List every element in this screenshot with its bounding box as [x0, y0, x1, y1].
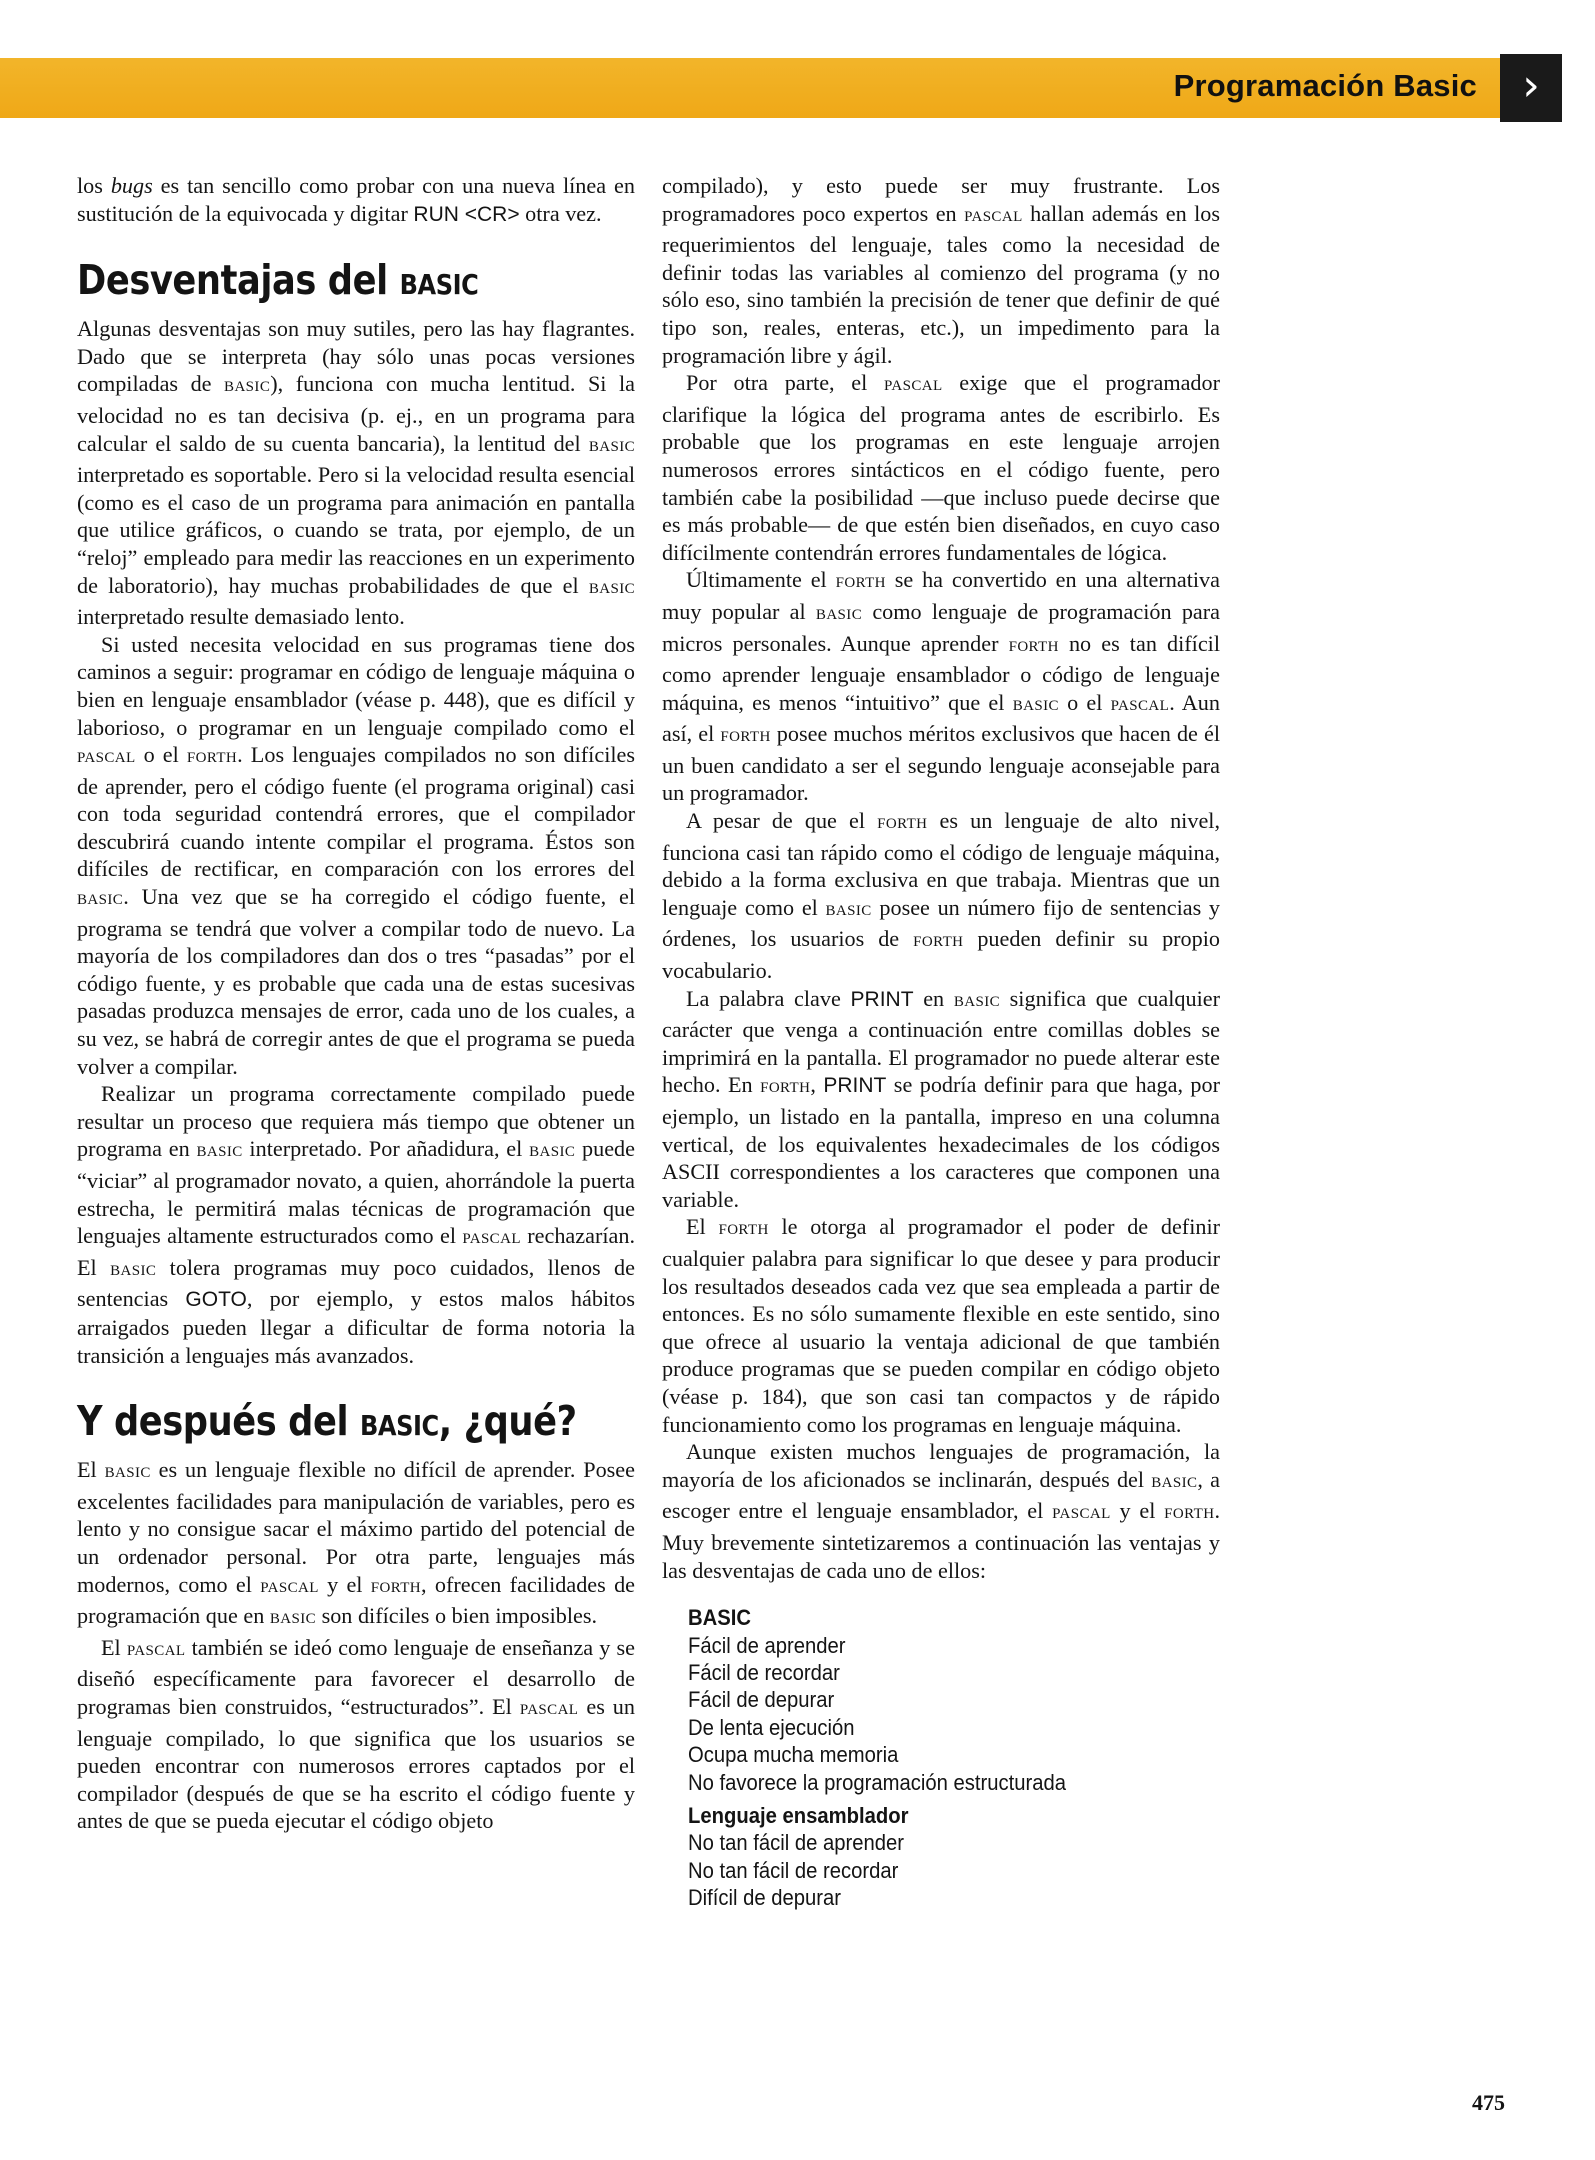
paragraph: Si usted necesita velocidad en sus programas tiene dos caminos a seguir: programar en código de lenguaje máquina o bien en lenguaje ensamblador (véase p. 448), que es difícil y laborioso, o programar en un lenguaje compilado como el PASCAL o el FORTH. Los lenguajes compilados no son difíciles de aprender, pero el código fuente (el programa original) casi con toda seguridad contendrá errores, que el compilador descubrirá cuando intente compilar el programa. Éstos son difíciles de rectificar, en comparación con los errores del BASIC. Una vez que se ha corregido el código fuente, el programa se tendrá que volver a compilar todo de nuevo. La mayoría de los compiladores dan dos o tres “pasadas” por el código fuente, y es probable que cada una de estas sucesivas pasadas produzca mensajes de error, cada uno de los cuales, a su vez, se habrá de corregir antes de que el programa se pueda volver a compilar.	[77, 631, 636, 1079]
paragraph: El BASIC es un lenguaje flexible no difícil de aprender. Posee excelentes facilidades para manipulación de variables, pero es lento y no consigue sacar el máximo partido del potencial de un ordenador personal. Por otra parte, lenguajes más modernos, como el PASCAL y el FORTH, ofrecen facilidades de programación que en BASIC son difíciles o bien imposibles.	[77, 1457, 636, 1629]
section-title: Programación Basic	[1173, 68, 1477, 103]
list-item: Difícil de depurar	[688, 1885, 842, 1911]
heading-desventajas: Desventajas del BASIC	[77, 256, 479, 305]
heading-despues-del-basic: Y después del BASIC, ¿qué?	[77, 1397, 577, 1446]
left-column	[77, 172, 635, 1835]
list-item: No tan fácil de recordar	[688, 1857, 899, 1883]
list-item: Fácil de recordar	[688, 1659, 840, 1685]
paragraph: Últimamente el FORTH se ha convertido en una alternativa muy popular al BASIC como lenguaje de programación para micros personales. Aunque aprender FORTH no es tan difícil como aprender lenguaje ensamblador o código de lenguaje máquina, es menos “intuitivo” que el BASIC o el PASCAL. Aun así, el FORTH posee muchos méritos exclusivos que hacen de él un buen candidato a ser el segundo lenguaje aconsejable para un programador.	[662, 567, 1221, 806]
right-column	[662, 172, 1220, 1912]
next-arrow-icon[interactable]: ›	[1500, 54, 1562, 122]
paragraph: El FORTH le otorga al programador el poder de definir cualquier palabra para significar lo que desee y para producir los resultados deseados cada vez que sea empleada a partir de entonces. Es no sólo sumamente flexible en este sentido, sino que ofrece al usuario la ventaja adicional de que también produce programas que se pueden compilar en código objeto (véase p. 184), que son casi tan compactos y de rápido funcionamiento como los programas en lenguaje máquina.	[662, 1214, 1221, 1437]
list-item: Fácil de aprender	[688, 1632, 846, 1658]
paragraph: Aunque existen muchos lenguajes de programación, la mayoría de los aficionados se inclinarán, después del BASIC, a escoger entre el lenguaje ensamblador, el PASCAL y el FORTH. Muy brevemente sintetizaremos a continuación las ventajas y las desventajas de cada uno de ellos:	[662, 1439, 1220, 1583]
paragraph: compilado), y esto puede ser muy frustrante. Los programadores poco expertos en PASCAL hallan además en los requerimientos del lenguaje, tales como la necesidad de definir todas las variables al comienzo del programa (y no sólo eso, sino también la precisión de tener que definir de qué tipo son, reales, enteras, etc.), un impedimento para la programación libre y ágil.	[662, 173, 1220, 368]
list-heading-basic: BASIC	[688, 1605, 751, 1631]
paragraph: La palabra clave PRINT en BASIC significa que cualquier carácter que venga a continuación entre comillas dobles se imprimirá en la pantalla. El programador no puede alterar este hecho. En FORTH, PRINT se podría definir para que haga, por ejemplo, un listado en la pantalla, impreso en una columna vertical, de los equivalentes hexadecimales de los códigos ASCII correspondientes a los caracteres que componen una variable.	[662, 985, 1221, 1212]
list-item: Ocupa mucha memoria	[688, 1742, 899, 1768]
paragraph: Algunas desventajas son muy sutiles, pero las hay flagrantes. Dado que se interpreta (hay sólo unas pocas versiones compiladas de BASIC), funciona con mucha lentitud. Si la velocidad no es tan decisiva (p. ej., en un programa para calcular el saldo de su cuenta bancaria), la lentitud del BASIC interpretado es soportable. Pero si la velocidad resulta esencial (como es el caso de un programa para animación en pantalla que utilice gráficos, o cuando se trata, por ejemplo, de un “reloj” empleado para medir las reacciones en un experimento de laboratorio), hay muchas probabilidades de que el BASIC interpretado resulte demasiado lento.	[77, 316, 635, 630]
list-heading-ensamblador: Lenguaje ensamblador	[688, 1802, 909, 1828]
list-item: No favorece la programación estructurada	[688, 1769, 1067, 1795]
language-comparison-lists	[662, 1604, 1220, 1911]
paragraph: A pesar de que el FORTH es un lenguaje de alto nivel, funciona casi tan rápido como el código de lenguaje máquina, debido a la forma exclusiva en que trabaja. Mientras que un lenguaje como el BASIC posee un número fijo de sentencias y órdenes, los usuarios de FORTH pueden definir su propio vocabulario.	[662, 808, 1220, 984]
paragraph: Por otra parte, el PASCAL exige que el programador clarifique la lógica del programa antes de escribirlo. Es probable que los programas en este lenguaje arrojen numerosos errores sintácticos en el código fuente, pero también cabe la posibilidad —que incluso puede decirse que es más probable— de que estén bien diseñados, en cuyo caso difícilmente contendrán errores fundamentales de lógica.	[662, 370, 1221, 565]
paragraph: El PASCAL también se ideó como lenguaje de enseñanza y se diseñó específicamente para favorecer el desarrollo de programas bien construidos, “estructurados”. El PASCAL es un lenguaje compilado, lo que significa que los usuarios se pueden encontrar con numerosos errores captados por el compilador (después de que se ha escrito el código fuente y antes de que se pueda ejecutar el código objeto	[77, 1634, 636, 1834]
list-item: De lenta ejecución	[688, 1714, 855, 1740]
paragraph: Realizar un programa correctamente compilado puede resultar un proceso que requiera más tiempo que obtener un programa en BASIC interpretado. Por añadidura, el BASIC puede “viciar” al programador novato, a quien, ahorrándole la puerta estrecha, le permitirá malas técnicas de programación que lenguajes altamente estructurados como el PASCAL rechazarían. El BASIC tolera programas muy poco cuidados, llenos de sentencias GOTO, por ejemplo, y estos malos hábitos arraigados pueden llegar a dificultar de forma notoria la transición a lenguajes más avanzados.	[77, 1081, 635, 1368]
list-item: Fácil de depurar	[688, 1687, 835, 1713]
paragraph: los bugs es tan sencillo como probar con una nueva línea en sustitución de la equivocada y digitar RUN <CR> otra vez.	[77, 173, 635, 226]
page-number: 475	[1472, 2090, 1505, 2115]
list-item: No tan fácil de aprender	[688, 1830, 905, 1856]
